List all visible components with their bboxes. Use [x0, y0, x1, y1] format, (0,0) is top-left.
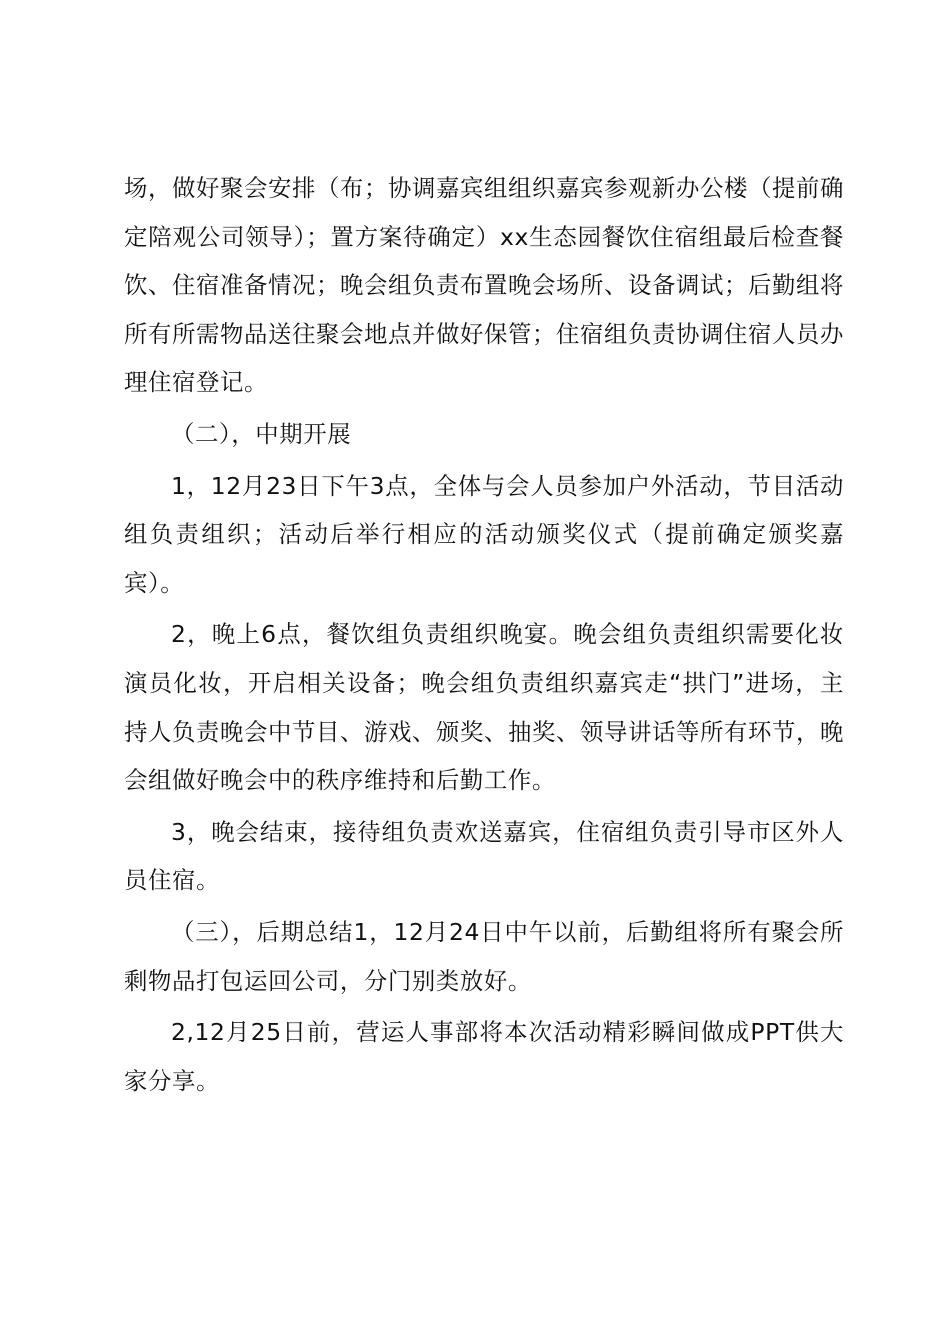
paragraph-party-end: 3，晚会结束，接待组负责欢送嘉宾，住宿组负责引导市区外人员住宿。 — [124, 817, 844, 895]
paragraph-late-stage-summary: （三），后期总结1，12月24日中午以前，后勤组将所有聚会所剩物品打包运回公司，分门别类放好。 — [124, 917, 844, 995]
paragraph-ppt-sharing: 2,12月25日前，营运人事部将本次活动精彩瞬间做成PPT供大家分享。 — [124, 1018, 844, 1095]
paragraph-evening-banquet: 2，晚上6点，餐饮组负责组织晚宴。晚会组负责组织需要化妆演员化妆，开启相关设备；晚会组负责组织嘉宾走“拱门”进场，主持人负责晚会中节目、游戏、颁奖、抽奖、领导讲话等所有环节，晚会组做好晚会中的秩序维持和后勤工作。 — [124, 620, 844, 795]
document-body — [124, 164, 844, 1105]
paragraph-outdoor-activity: 1，12月23日下午3点，全体与会人员参加户外活动，节目活动组负责组织；活动后举行相应的活动颁奖仪式（提前确定颁奖嘉宾）。 — [124, 471, 844, 597]
paragraph-venue-preparation: 场，做好聚会安排（布；协调嘉宾组组织嘉宾参观新办公楼（提前确定陪观公司领导）；置方案待确定）xx生态园餐饮住宿组最后检查餐饮、住宿准备情况；晚会组负责布置晚会场所、设备调试；后勤组将所有所需物品送往聚会地点并做好保管；住宿组负责协调住宿人员办理住宿登记。 — [124, 174, 844, 397]
heading-mid-stage: （二），中期开展 — [171, 419, 352, 448]
